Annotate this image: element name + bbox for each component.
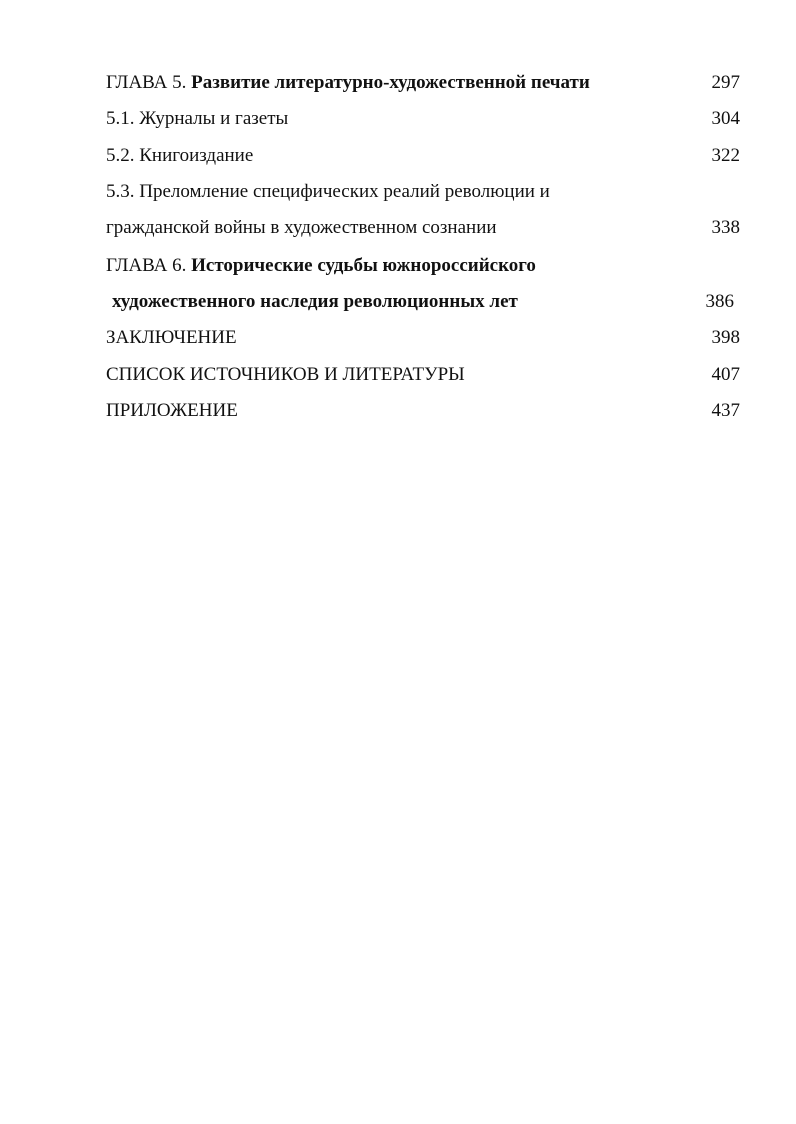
toc-page-number: 304: [711, 108, 740, 129]
toc-page-number: 437: [711, 400, 740, 421]
toc-entry-text: СПИСОК ИСТОЧНИКОВ И ЛИТЕРАТУРЫ: [106, 364, 465, 385]
chapter-title: художественного наследия революционных лет: [112, 291, 518, 312]
toc-entry-text: гражданской войны в художественном сознании: [106, 217, 497, 238]
toc-page-number: 398: [711, 327, 740, 348]
toc-entry-bibliography: [106, 360, 740, 390]
toc-entry-5-3-line-1: [106, 177, 740, 207]
chapter-label: ГЛАВА 5.: [106, 72, 187, 93]
toc-entry-5-3-line-2: [106, 213, 740, 243]
toc-entry-5-1: [106, 104, 740, 134]
toc-entry-text: ПРИЛОЖЕНИЕ: [106, 400, 238, 421]
toc-page-number: 407: [711, 364, 740, 385]
toc-entry-text: 5.2. Книгоиздание: [106, 145, 254, 166]
chapter-title: Развитие литературно-художественной печати: [191, 72, 590, 93]
toc-entry-chapter-6-line-2: [106, 287, 740, 317]
toc-entry-text: 5.1. Журналы и газеты: [106, 108, 289, 129]
toc-page-number: 386: [705, 291, 734, 312]
toc-entry-chapter-5: [106, 68, 740, 98]
toc-page-number: 297: [711, 72, 740, 93]
toc-entry-conclusion: [106, 323, 740, 353]
toc-page-number: 322: [711, 145, 740, 166]
toc-entry-appendix: [106, 396, 740, 426]
toc-entry-text: [106, 68, 590, 98]
toc-page-number: 338: [711, 217, 740, 238]
chapter-label: ГЛАВА 6.: [106, 255, 187, 276]
chapter-title: Исторические судьбы южнороссийского: [191, 255, 536, 276]
toc-entry-text: [106, 251, 536, 281]
toc-entry-chapter-6-line-1: [106, 251, 740, 281]
toc-entry-text: 5.3. Преломление специфических реалий революции и: [106, 181, 550, 202]
toc-entry-5-2: [106, 141, 740, 171]
toc-entry-text: ЗАКЛЮЧЕНИЕ: [106, 327, 237, 348]
